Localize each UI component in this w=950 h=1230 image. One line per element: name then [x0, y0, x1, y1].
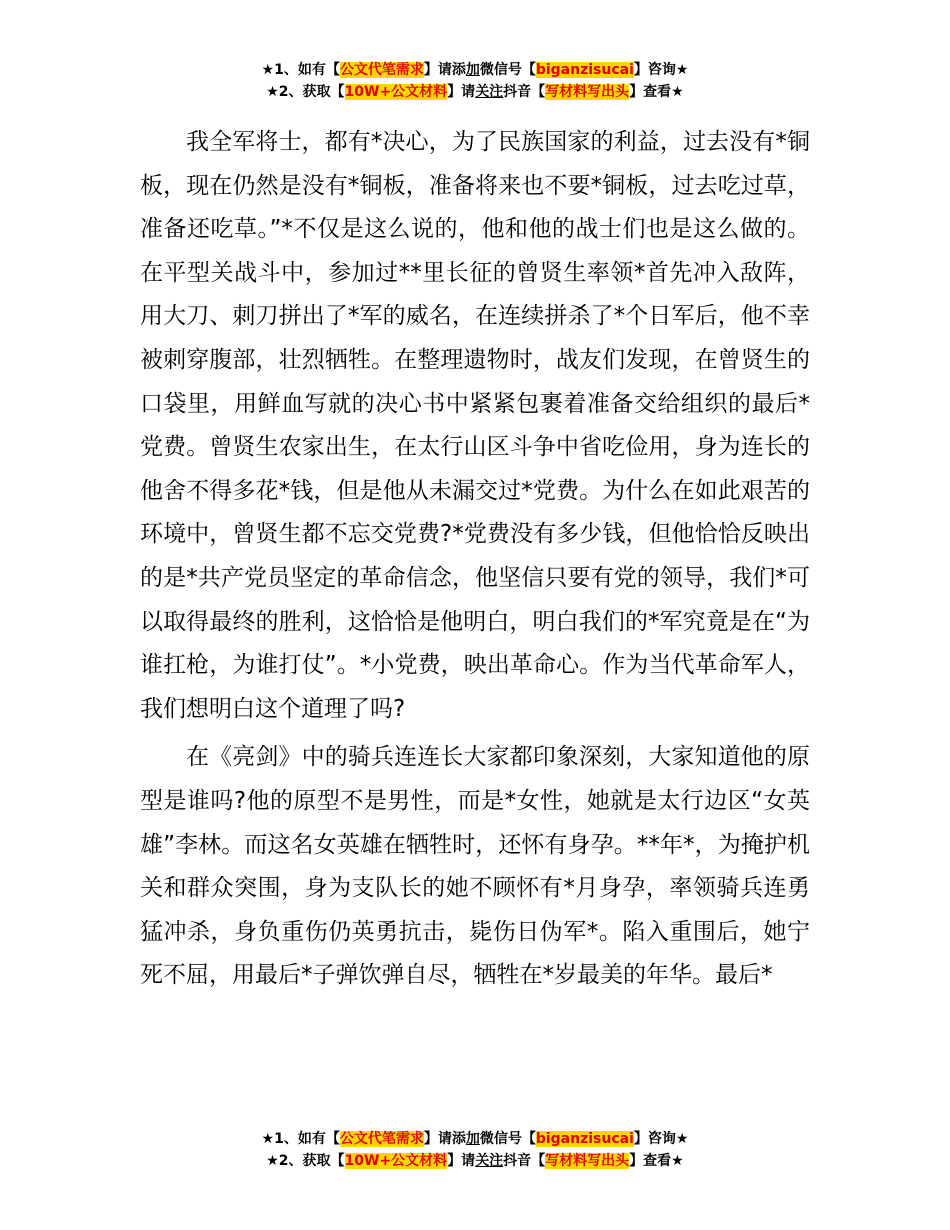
highlight-materials: 10W+公文材料 [344, 84, 448, 100]
highlight-wechat-id: biganzisucai [535, 62, 634, 78]
highlight-materials: 10W+公文材料 [344, 1153, 448, 1169]
banner-line-1: ★1、如有【公文代笔需求】请添加微信号【biganzisucai】咨询★ [261, 62, 689, 78]
highlight-douyin-id: 写材料写出头 [545, 1153, 630, 1169]
paragraph-1: 我全军将士，都有*决心，为了民族国家的利益，过去没有*铜板，现在仍然是没有*铜板，准备将来也不要*铜板，过去吃过草，准备还吃草。”*不仅是这么说的，他和他的战士们也是这么做的。在平型关战斗中，参加过**里长征的曾贤生率领*首先冲入敌阵，用大刀、刺刀拼出了*军的威名，在连续拼杀了*个日军后，他不幸被刺穿腹部，壮烈牺牲。在整理遗物时，战友们发现，在曾贤生的口袋里，用鲜血写就的决心书中紧紧包裹着准备交给组织的最后*党费。曾贤生农家出生，在太行山区斗争中省吃俭用，身为连长的他舍不得多花*钱，但是他从未漏交过*党费。为什么在如此艰苦的环境中，曾贤生都不忘交党费?*党费没有多少钱，但他恰恰反映出的是*共产党员坚定的革命信念，他坚信只要有党的领导，我们*可以取得最终的胜利，这恰恰是他明白，明白我们的*军究竟是在“为谁扛枪，为谁打仗”。*小党费，映出革命心。作为当代革命军人，我们想明白这个道理了吗? [140, 129, 811, 722]
highlight-service: 公文代笔需求 [339, 62, 424, 78]
highlight-douyin-id: 写材料写出头 [545, 84, 630, 100]
highlight-service: 公文代笔需求 [339, 1131, 424, 1147]
header-banner [0, 59, 950, 103]
banner-line-2: ★2、获取【10W+公文材料】请关注抖音【写材料写出头】查看★ [266, 1153, 684, 1169]
banner-line-2: ★2、获取【10W+公文材料】请关注抖音【写材料写出头】查看★ [266, 84, 684, 100]
banner-line-1: ★1、如有【公文代笔需求】请添加微信号【biganzisucai】咨询★ [261, 1131, 689, 1147]
highlight-wechat-id: biganzisucai [535, 1131, 634, 1147]
footer-banner [0, 1128, 950, 1172]
paragraph-2: 在《亮剑》中的骑兵连连长大家都印象深刻，大家知道他的原型是谁吗?他的原型不是男性，而是*女性，她就是太行边区“女英雄”李林。而这名女英雄在牺牲时，还怀有身孕。**年*，为掩护机关和群众突围，身为支队长的她不顾怀有*月身孕，率领骑兵连勇猛冲杀，身负重伤仍英勇抗击，毙伤日伪军*。陷入重围后，她宁死不屈，用最后*子弹饮弹自尽，牺牲在*岁最美的年华。最后* [140, 744, 810, 989]
document-body [140, 121, 810, 1003]
